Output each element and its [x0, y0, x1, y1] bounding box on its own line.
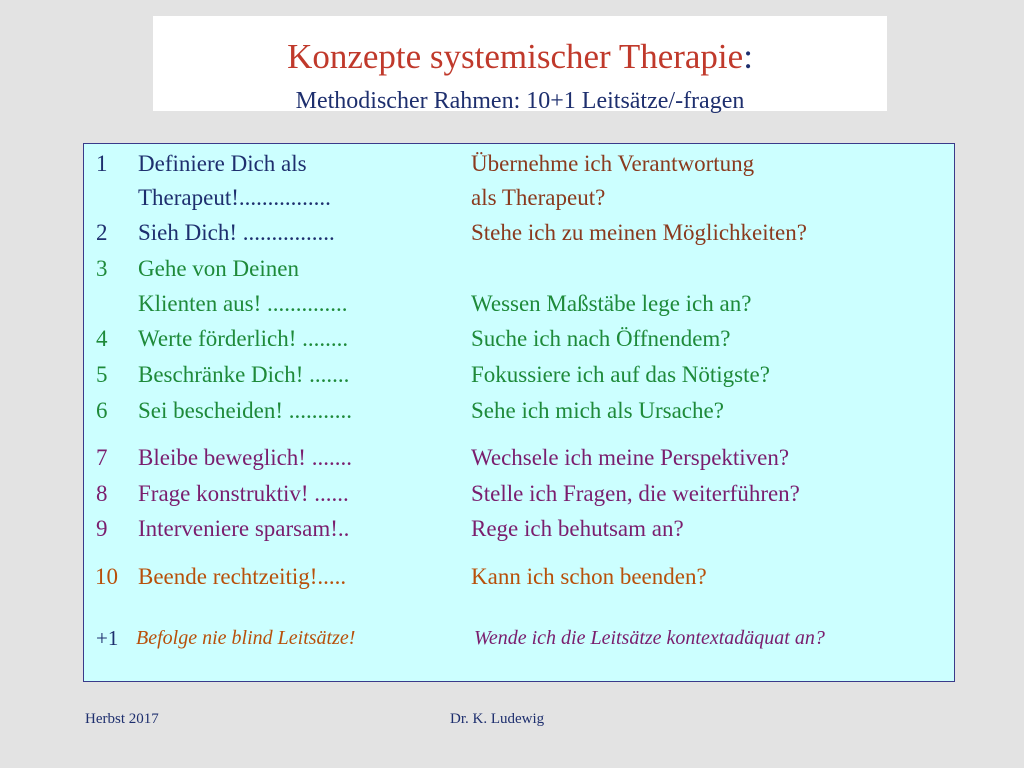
principle-number: 9: [96, 516, 108, 541]
principles-box: [83, 143, 955, 682]
principle-number: 1: [96, 151, 108, 176]
title-box: [153, 16, 887, 114]
principle-row-10: [84, 560, 954, 594]
principle-question: Wessen Maßstäbe lege ich an?: [471, 291, 752, 316]
footer-date: Herbst 2017: [85, 711, 159, 727]
principle-question: Wende ich die Leitsätze kontextadäquat an?: [474, 627, 825, 649]
principle-question: Kann ich schon beenden?: [471, 564, 707, 589]
principle-question: Rege ich behutsam an?: [471, 516, 684, 541]
principle-question: als Therapeut?: [471, 185, 606, 210]
principle-number: 4: [96, 326, 108, 351]
slide-title: [153, 38, 887, 76]
principle-row-plus-1: [84, 621, 954, 655]
principle-question: Sehe ich mich als Ursache?: [471, 398, 724, 423]
principle-row-6: [84, 394, 954, 428]
principle-number: +1: [96, 626, 119, 650]
principle-row-1-cont: [84, 181, 954, 215]
principle-question: Suche ich nach Öffnendem?: [471, 326, 731, 351]
principle-number: 6: [96, 398, 108, 423]
principle-text: Gehe von Deinen: [138, 256, 299, 281]
principle-text: Befolge nie blind Leitsätze!: [136, 627, 356, 649]
principle-text: Werte förderlich! ........: [138, 326, 349, 351]
principle-question: Stehe ich zu meinen Möglichkeiten?: [471, 220, 807, 245]
principle-row-3-cont: [84, 287, 954, 321]
principle-number: 8: [96, 481, 108, 506]
footer-author: Dr. K. Ludewig: [450, 711, 545, 727]
title-colon: :: [743, 37, 753, 76]
principle-text: Frage konstruktiv! ......: [138, 481, 349, 506]
principle-row-7: [84, 441, 954, 475]
principle-question: Übernehme ich Verantwortung: [471, 151, 755, 176]
principle-number: 10: [95, 564, 118, 589]
principle-row-3: [84, 252, 954, 286]
principle-text: Sieh Dich! ................: [138, 220, 335, 245]
principle-text: Therapeut!................: [138, 185, 331, 210]
principle-number: 5: [96, 362, 108, 387]
principle-number: 3: [96, 256, 108, 281]
principle-row-1: [84, 147, 954, 181]
principle-question: Fokussiere ich auf das Nötigste?: [471, 362, 770, 387]
principle-text: Interveniere sparsam!..: [138, 516, 350, 541]
principle-row-4: [84, 322, 954, 356]
principle-text: Sei bescheiden! ...........: [138, 398, 352, 423]
principle-text: Klienten aus! ..............: [138, 291, 348, 316]
principle-number: 2: [96, 220, 108, 245]
principle-question: Wechsele ich meine Perspektiven?: [471, 445, 790, 470]
slide-subtitle: Methodischer Rahmen: 10+1 Leitsätze/-fragen: [295, 88, 745, 114]
principle-text: Beschränke Dich! .......: [138, 362, 350, 387]
principle-text: Beende rechtzeitig!.....: [138, 564, 347, 589]
principle-row-8: [84, 477, 954, 511]
principle-row-9: [84, 512, 954, 546]
principle-text: Bleibe beweglich! .......: [138, 445, 352, 470]
principle-question: Stelle ich Fragen, die weiterführen?: [471, 481, 800, 506]
principle-row-2: [84, 216, 954, 250]
title-text: Konzepte systemischer Therapie: [287, 37, 744, 76]
principle-number: 7: [96, 445, 108, 470]
principle-text: Definiere Dich als: [138, 151, 307, 176]
principle-row-5: [84, 358, 954, 392]
